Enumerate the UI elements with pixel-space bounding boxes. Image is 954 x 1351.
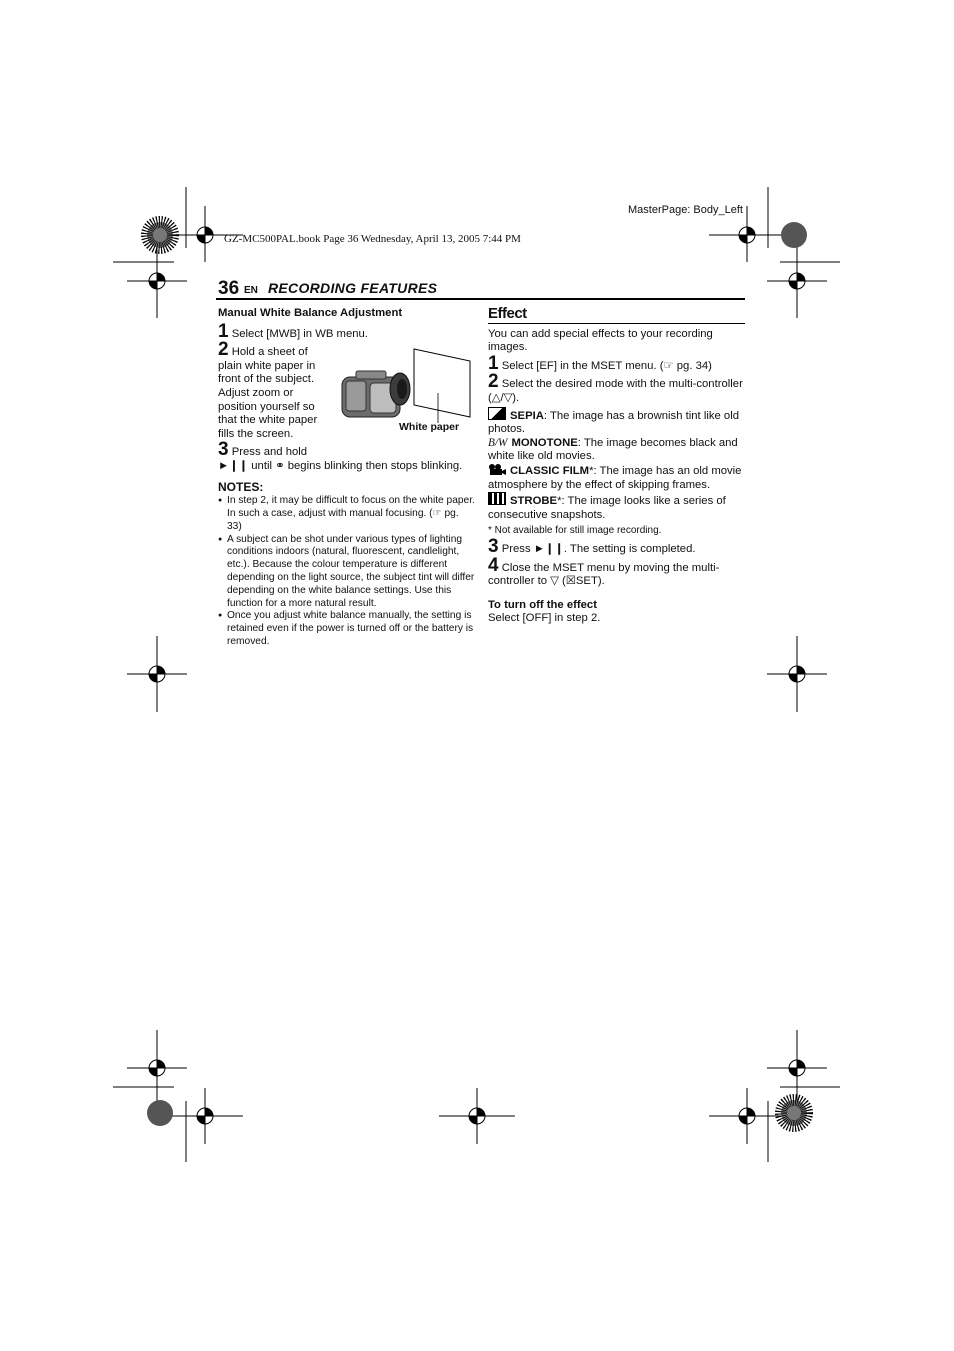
strobe-icon (488, 492, 506, 505)
step-text: Hold a sheet of plain white paper in front of the subject. Adjust zoom or position yourself so that the white paper fills the screen. (218, 346, 318, 440)
page-language: EN (244, 285, 258, 296)
mwb-step-3-cont: ►❙❙ until ⚭ begins blinking then stops blinking. (218, 459, 463, 472)
step-number: 1 (488, 352, 499, 374)
film-camera-icon (488, 464, 506, 475)
footnote: * Not available for still image recording. (488, 525, 662, 537)
step-number: 4 (488, 554, 499, 576)
step-number: 2 (218, 339, 229, 361)
mwb-heading: Manual White Balance Adjustment (218, 307, 403, 319)
mode-name: CLASSIC FILM (510, 464, 590, 477)
note-item: ● Once you adjust white balance manually, the setting is retained even if the power is turned off or the battery is removed. (218, 610, 476, 648)
mode-sepia (488, 407, 745, 437)
step-number: 1 (218, 320, 229, 342)
book-info-line: GZ-MC500PAL.book Page 36 Wednesday, April 13, 2005 7:44 PM (224, 233, 521, 245)
mode-desc: *: The image looks like a series of consecutive snapshots. (488, 495, 726, 521)
mode-classic-film (488, 464, 745, 492)
step-text: Select [EF] in the MSET menu. (☞ pg. 34) (501, 359, 712, 372)
notes-title: NOTES: (218, 479, 264, 494)
step-number: 2 (488, 371, 499, 393)
note-item: ● A subject can be shot under various types of lighting conditions indoors (natural, fluorescent, candlelight, etc.). Because the colour temperature is different depending on the light source, the subject tint will differ depending on the white balance settings. Use this function for a more natural result. (218, 534, 476, 611)
step-number: 3 (218, 439, 229, 461)
effect-heading: Effect (488, 307, 745, 324)
masterpage-label: MasterPage: Body_Left (628, 204, 743, 216)
section-title: RECORDING FEATURES (268, 280, 438, 296)
step-text: Press ►❙❙. The setting is completed. (501, 542, 696, 555)
effect-step-1 (488, 352, 745, 374)
step-text: Close the MSET menu by moving the multi-controller to ▽ (☒SET). (488, 561, 720, 588)
effect-step-4 (488, 554, 745, 589)
page-number: 36 (218, 278, 240, 299)
turn-off-text: Select [OFF] in step 2. (488, 612, 601, 625)
effect-step-3 (488, 535, 745, 557)
mwb-step-1 (218, 320, 476, 342)
step-text: Press and hold (231, 446, 308, 459)
mode-desc: : The image becomes black and white like old movies. (488, 436, 738, 463)
step-number: 3 (488, 535, 499, 557)
step-text: Select the desired mode with the multi-controller (△/▽). (488, 378, 743, 404)
mwb-step-2 (218, 339, 326, 441)
notes-list (218, 495, 476, 649)
bw-icon: B/W (488, 436, 508, 449)
turn-off-heading: To turn off the effect (488, 598, 597, 611)
right-column (488, 307, 745, 626)
effect-step-2 (488, 371, 745, 405)
mwb-step-3 (218, 439, 476, 461)
sepia-icon (488, 407, 506, 420)
note-item: ● In step 2, it may be difficult to focus on the white paper. In such a case, adjust with manual focusing. (☞ pg. 33) (218, 495, 476, 533)
mode-strobe (488, 492, 745, 522)
white-paper-label: White paper (399, 421, 460, 433)
mode-desc: : The image has a brownish tint like old photos. (488, 409, 739, 436)
step-text: Select [MWB] in WB menu. (231, 327, 368, 340)
page-header (216, 276, 745, 300)
mode-name: STROBE (510, 495, 558, 508)
mode-name: MONOTONE (511, 436, 578, 449)
mode-desc: *: The image has an old movie atmosphere by the effect of skipping frames. (488, 464, 742, 491)
mode-name: SEPIA (510, 409, 544, 422)
mode-monotone (488, 437, 745, 464)
effect-intro: You can add special effects to your recording images. (488, 327, 713, 354)
